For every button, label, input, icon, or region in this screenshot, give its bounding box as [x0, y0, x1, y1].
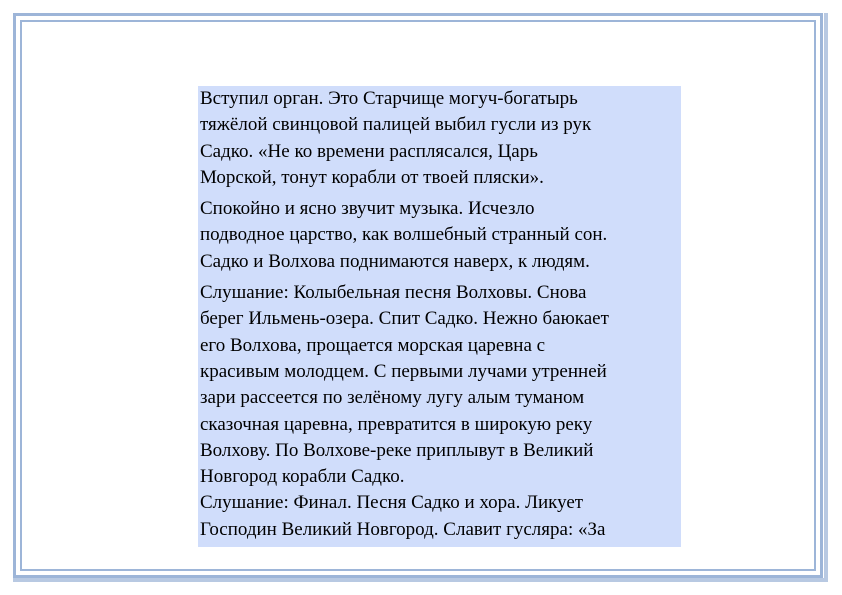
paragraph-lullaby: Слушание: Колыбельная песня Волховы. Снова берег Ильмень-озера. Спит Садко. Нежно баюкает его Волхова, прощается морская царевна с красивым молодцем. С первыми лучами утренней зари рассеется по зелёному лугу алым туманом сказочная царевна, превратится в широкую реку Волхову. По Волхове-реке приплывут в Великий Новгород корабли Садко.	[200, 282, 609, 488]
slide-frame-shadow-right	[824, 13, 828, 581]
paragraph-organ: Вступил орган. Это Старчище могуч-богатырь тяжёлой свинцовой палицей выбил гусли из рук Садко. «Не ко времени расплясался, Царь Морской, тонут корабли от твоей пляски».	[200, 88, 592, 188]
slide-frame-shadow-bottom	[13, 578, 828, 582]
paragraph-finale: Слушание: Финал. Песня Садко и хора. Ликует Господин Великий Новгород. Славит гусляра: «За	[200, 492, 606, 540]
text-box	[198, 86, 681, 547]
paragraph-calm-music: Спокойно и ясно звучит музыка. Исчезло подводное царство, как волшебный странный сон. Садко и Волхова поднимаются наверх, к людям.	[200, 198, 608, 272]
